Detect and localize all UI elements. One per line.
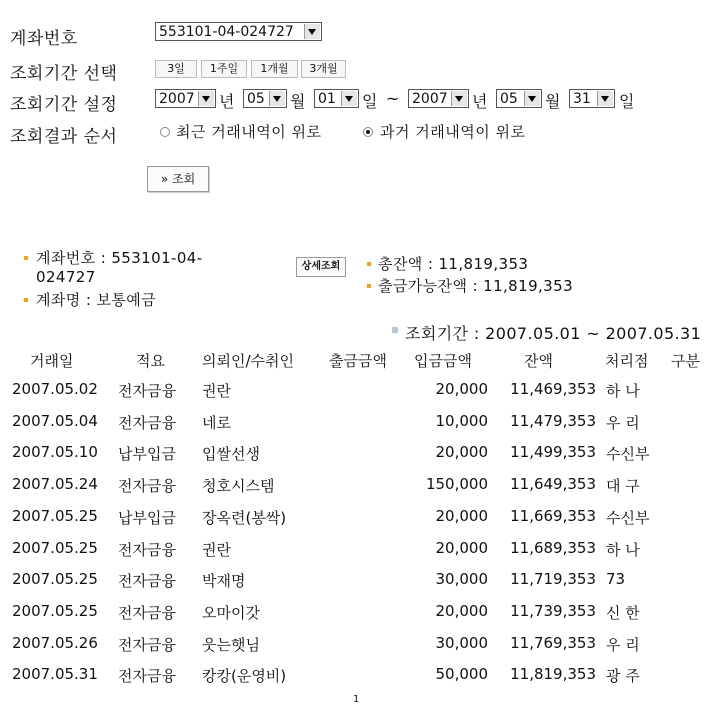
end-year-value: 2007	[412, 91, 448, 107]
bullet-icon	[367, 284, 371, 288]
end-day-select[interactable]	[569, 89, 615, 108]
range-tilde: ~	[386, 89, 400, 108]
order-label: 조회결과 순서	[10, 127, 118, 147]
cell-summary: 납부입금	[118, 508, 176, 527]
cell-counterparty: 오마이갓	[202, 603, 260, 622]
chevron-down-icon	[524, 91, 540, 106]
cell-counterparty: 웃는햇님	[202, 635, 260, 654]
cell-deposit: 20,000	[435, 601, 488, 620]
bullet-icon	[367, 262, 371, 266]
cell-summary: 전자금융	[118, 382, 176, 400]
cell-branch: 하 나	[606, 540, 640, 559]
cell-summary: 납부입금	[118, 445, 176, 464]
end-year-select[interactable]	[408, 89, 469, 108]
order-recent-radio[interactable]	[160, 127, 170, 137]
bullet-icon	[24, 298, 28, 302]
summary-account-number-cont: 024727	[36, 268, 96, 286]
col-header-counterparty: 의뢰인/수취인	[202, 352, 294, 370]
cell-balance: 11,689,353	[510, 538, 596, 557]
start-year-value: 2007	[159, 91, 195, 107]
cell-branch: 신 한	[606, 603, 640, 622]
cell-balance: 11,479,353	[510, 411, 596, 430]
order-recent-label: 최근 거래내역이 위로	[176, 123, 322, 141]
cell-branch: 우 리	[606, 413, 640, 432]
end-month-select[interactable]	[496, 89, 542, 108]
end-day-value: 31	[573, 91, 591, 107]
period-set-label: 조회기간 설정	[10, 95, 118, 115]
cell-summary: 전자금융	[118, 572, 176, 591]
cell-date: 2007.05.24	[12, 475, 98, 494]
cell-deposit: 20,000	[435, 443, 488, 462]
cell-balance: 11,669,353	[510, 506, 596, 525]
cell-summary: 전자금융	[118, 667, 176, 686]
cell-balance: 11,739,353	[510, 601, 596, 620]
cell-summary: 전자금융	[118, 413, 176, 432]
col-header-deposit: 입금금액	[414, 352, 472, 370]
cell-balance: 11,499,353	[510, 443, 596, 462]
search-button[interactable]: » 조회	[147, 166, 209, 192]
cell-counterparty: 권란	[202, 540, 231, 559]
total-balance: 총잔액 : 11,819,353	[378, 255, 529, 273]
start-month-select[interactable]	[243, 89, 287, 108]
year-unit: 년	[219, 92, 235, 111]
cell-counterparty: 청호시스템	[202, 477, 275, 496]
year-unit: 년	[472, 92, 488, 111]
cell-deposit: 30,000	[435, 570, 488, 589]
day-unit: 일	[362, 92, 378, 111]
available-balance: 출금가능잔액 : 11,819,353	[378, 277, 574, 295]
cell-date: 2007.05.25	[12, 506, 98, 525]
chevron-down-icon	[304, 24, 320, 39]
col-header-date: 거래일	[30, 352, 74, 370]
cell-date: 2007.05.25	[12, 570, 98, 589]
start-day-select[interactable]	[314, 89, 359, 108]
query-period: 조회기간 : 2007.05.01 ~ 2007.05.31	[405, 324, 702, 343]
period-select-label: 조회기간 선택	[10, 64, 118, 84]
month-unit: 월	[290, 92, 306, 111]
period-3day-button[interactable]: 3일	[155, 60, 197, 78]
square-bullet-icon	[392, 327, 398, 333]
cell-deposit: 30,000	[435, 633, 488, 652]
cell-branch: 수신부	[606, 508, 650, 527]
cell-balance: 11,819,353	[510, 665, 596, 684]
cell-branch: 대 구	[606, 477, 640, 496]
chevron-down-icon	[341, 91, 357, 106]
start-day-value: 01	[318, 91, 336, 107]
start-month-value: 05	[247, 91, 265, 107]
day-unit: 일	[619, 92, 635, 111]
order-past-label: 과거 거래내역이 위로	[380, 123, 526, 141]
col-header-balance: 잔액	[524, 352, 553, 370]
cell-balance: 11,469,353	[510, 380, 596, 398]
period-1week-button[interactable]: 1주일	[201, 60, 247, 78]
cell-balance: 11,769,353	[510, 633, 596, 652]
start-year-select[interactable]	[155, 89, 216, 108]
col-header-branch: 처리점	[605, 352, 649, 370]
col-header-type: 구분	[671, 352, 700, 370]
account-select-value: 553101-04-024727	[159, 24, 294, 40]
cell-summary: 전자금융	[118, 635, 176, 654]
cell-date: 2007.05.04	[12, 411, 98, 430]
cell-date: 2007.05.26	[12, 633, 98, 652]
cell-date: 2007.05.25	[12, 601, 98, 620]
period-3month-button[interactable]: 3개월	[301, 60, 346, 78]
cell-branch: 광 주	[606, 667, 640, 686]
cell-summary: 전자금융	[118, 477, 176, 496]
account-label: 계좌번호	[10, 29, 78, 49]
cell-counterparty: 네로	[202, 413, 231, 432]
cell-deposit: 20,000	[435, 538, 488, 557]
cell-counterparty: 장옥련(봉싹)	[202, 508, 287, 527]
col-header-summary: 적요	[136, 352, 165, 370]
bullet-icon	[24, 256, 28, 260]
cell-deposit: 10,000	[435, 411, 488, 430]
cell-date: 2007.05.02	[12, 380, 98, 398]
cell-deposit: 20,000	[435, 506, 488, 525]
account-select[interactable]	[155, 22, 322, 41]
cell-counterparty: 박재명	[202, 572, 246, 591]
cell-balance: 11,719,353	[510, 570, 596, 589]
cell-counterparty: 입쌀선생	[202, 445, 260, 464]
detail-inquiry-button[interactable]: 상세조회	[296, 257, 346, 277]
cell-branch: 수신부	[606, 445, 650, 464]
order-past-radio[interactable]	[363, 127, 373, 137]
cell-branch: 73	[606, 570, 626, 589]
cell-deposit: 150,000	[425, 475, 488, 494]
cell-date: 2007.05.10	[12, 443, 98, 462]
cell-date: 2007.05.31	[12, 665, 98, 684]
period-1month-button[interactable]: 1개월	[251, 60, 298, 78]
summary-account-name: 계좌명 : 보통예금	[36, 291, 157, 309]
cell-branch: 우 리	[606, 635, 640, 654]
summary-account-number: 계좌번호 : 553101-04-	[36, 249, 203, 267]
cell-counterparty: 권란	[202, 382, 231, 400]
cell-date: 2007.05.25	[12, 538, 98, 557]
cell-counterparty: 캉캉(운영비)	[202, 667, 287, 686]
page-number: 1	[353, 694, 360, 705]
cell-branch: 하 나	[606, 382, 640, 400]
chevron-down-icon	[269, 91, 285, 106]
chevron-down-icon	[198, 91, 214, 106]
cell-summary: 전자금융	[118, 603, 176, 622]
cell-deposit: 20,000	[435, 380, 488, 398]
cell-summary: 전자금융	[118, 540, 176, 559]
cell-deposit: 50,000	[435, 665, 488, 684]
month-unit: 월	[545, 92, 561, 111]
col-header-withdrawal: 출금금액	[329, 352, 387, 370]
chevron-down-icon	[451, 91, 467, 106]
chevron-down-icon	[597, 91, 613, 106]
cell-balance: 11,649,353	[510, 475, 596, 494]
end-month-value: 05	[500, 91, 518, 107]
